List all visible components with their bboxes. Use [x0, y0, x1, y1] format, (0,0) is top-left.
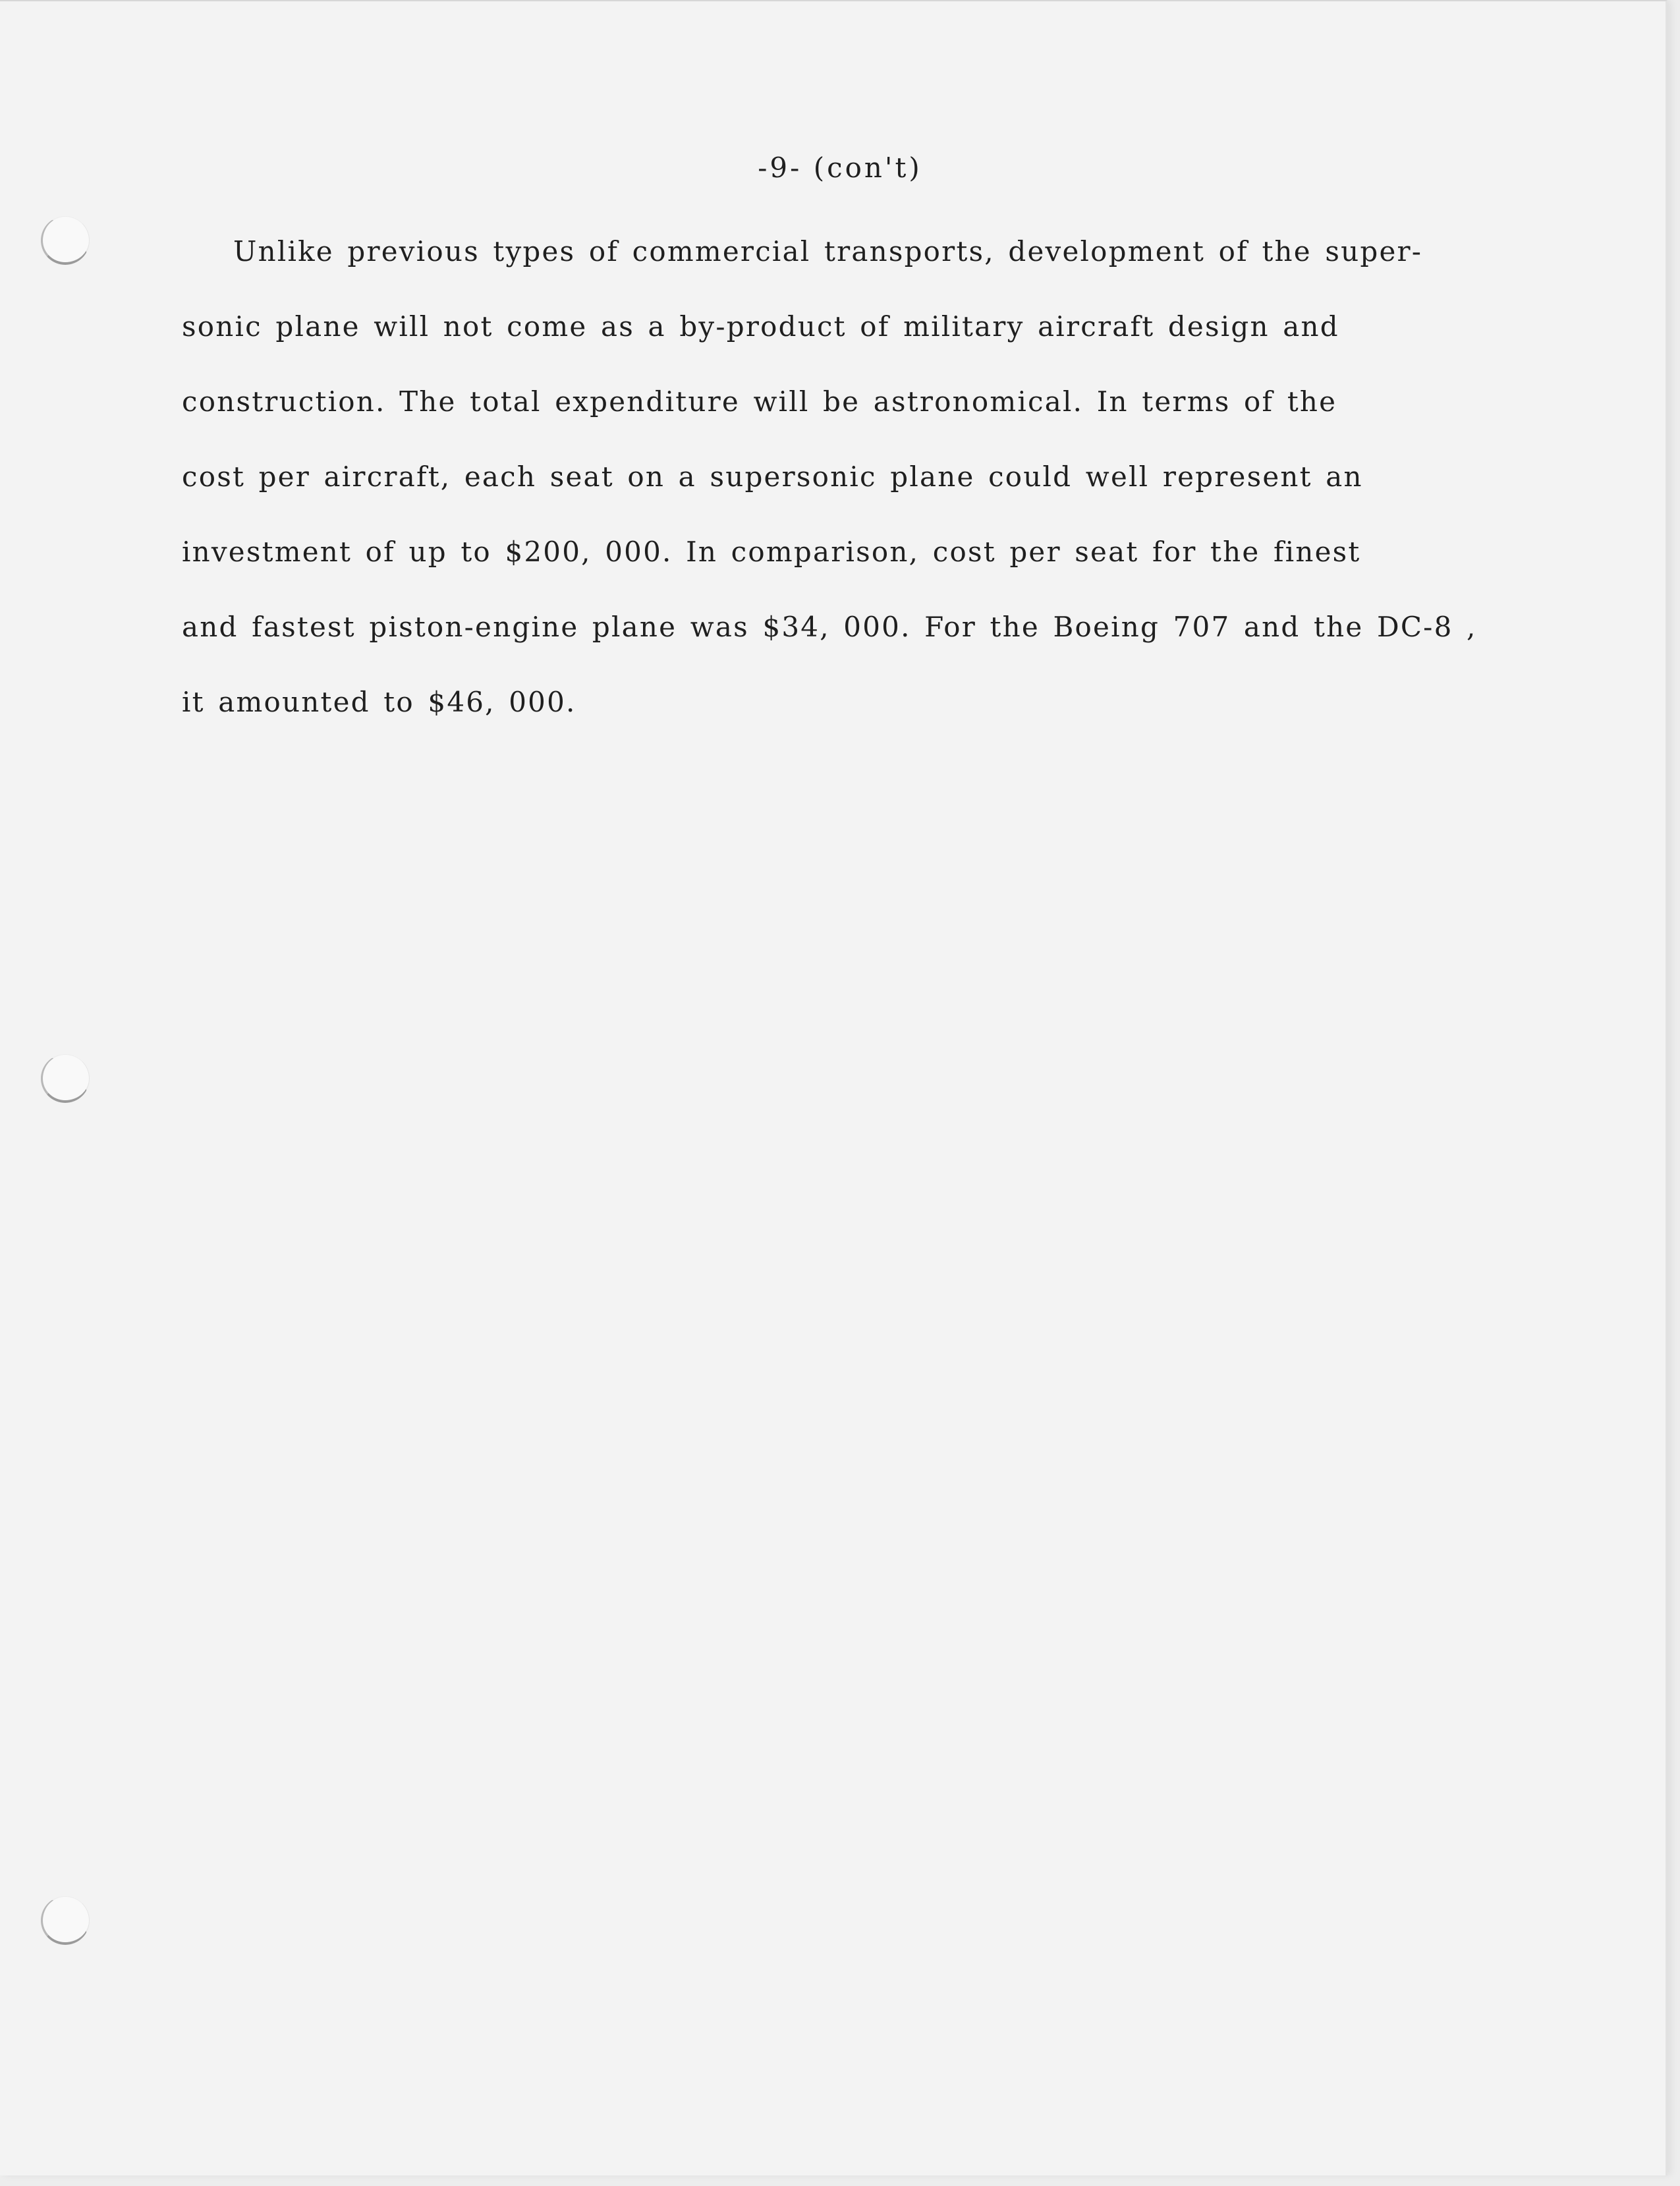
body-line: sonic plane will not come as a by-product of military aircraft design and [182, 310, 1339, 343]
binder-hole [41, 1896, 90, 1945]
body-line: it amounted to $46, 000. [182, 686, 576, 718]
body-line: investment of up to $200, 000. In comparison, cost per seat for the finest [182, 536, 1361, 568]
body-line: cost per aircraft, each seat on a supersonic plane could well represent an [182, 461, 1363, 493]
body-line: construction. The total expenditure will be astronomical. In terms of the [182, 385, 1337, 418]
body-line: and fastest piston-engine plane was $34, 000. For the Boeing 707 and the DC-8 , [182, 611, 1477, 643]
binder-hole [41, 1054, 90, 1103]
body-line: Unlike previous types of commercial transports, development of the super- [233, 235, 1423, 267]
binder-hole [41, 216, 90, 265]
page-number: -9- (con't) [758, 152, 922, 184]
